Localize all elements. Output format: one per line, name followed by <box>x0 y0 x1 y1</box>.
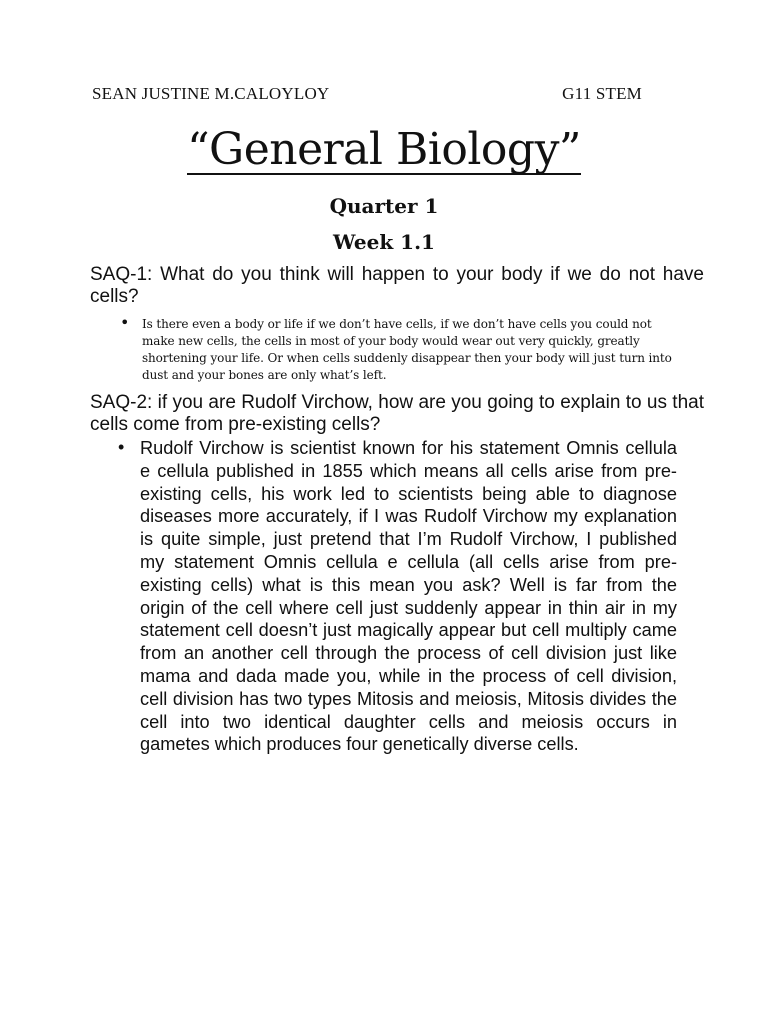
answer-saq-1: Is there even a body or life if we don’t have cells, if we don’t have cells you could not make new cells, the cells in most of your body would wear out very quickly, greatly shortening your life. Or when cells suddenly disappear then your body will just turn into dust and your bones are only what’s left. <box>142 317 672 382</box>
document-title <box>0 124 768 176</box>
header-row <box>92 84 642 106</box>
answer-saq-2: Rudolf Virchow is scientist known for his statement Omnis cellula e cellula published in 1855 which means all cells arise from pre-existing cells, his work led to scientists being able to diagnose diseases more accurately, if I was Rudolf Virchow my explanation is quite simple, just pretend that I’m Rudolf Virchow, I published my statement Omnis cellula e cellula (all cells arise from pre-existing cells) what is this mean you ask? Well is far from the origin of the cell where cell just suddenly appear in thin air in my statement cell doesn’t just magically appear but cell multiply came from an another cell through the process of cell division just like mama and dada made you, while in the process of cell division, cell division has two types Mitosis and meiosis, Mitosis divides the cell into two identical daughter cells and meiosis occurs in gametes which produces four genetically diverse cells. <box>140 438 677 755</box>
week-heading: Week 1.1 <box>333 230 435 254</box>
bullet-icon: • <box>118 437 125 457</box>
quarter-heading: Quarter 1 <box>329 194 439 218</box>
bullet-icon: • <box>120 313 130 332</box>
document-title-text: “General Biology” <box>187 124 581 175</box>
question-saq-1: SAQ-1: What do you think will happen to your body if we do not have cells? <box>90 264 704 307</box>
answer-list-saq-1 <box>120 313 682 384</box>
student-name: SEAN JUSTINE M.CALOYLOY <box>92 84 330 103</box>
list-item <box>120 313 682 384</box>
class-label: G11 STEM <box>562 84 642 103</box>
answer-list-saq-2 <box>118 437 677 756</box>
list-item <box>118 437 677 756</box>
question-saq-2: SAQ-2: if you are Rudolf Virchow, how are you going to explain to us that cells come from pre-existing cells? <box>90 392 704 435</box>
